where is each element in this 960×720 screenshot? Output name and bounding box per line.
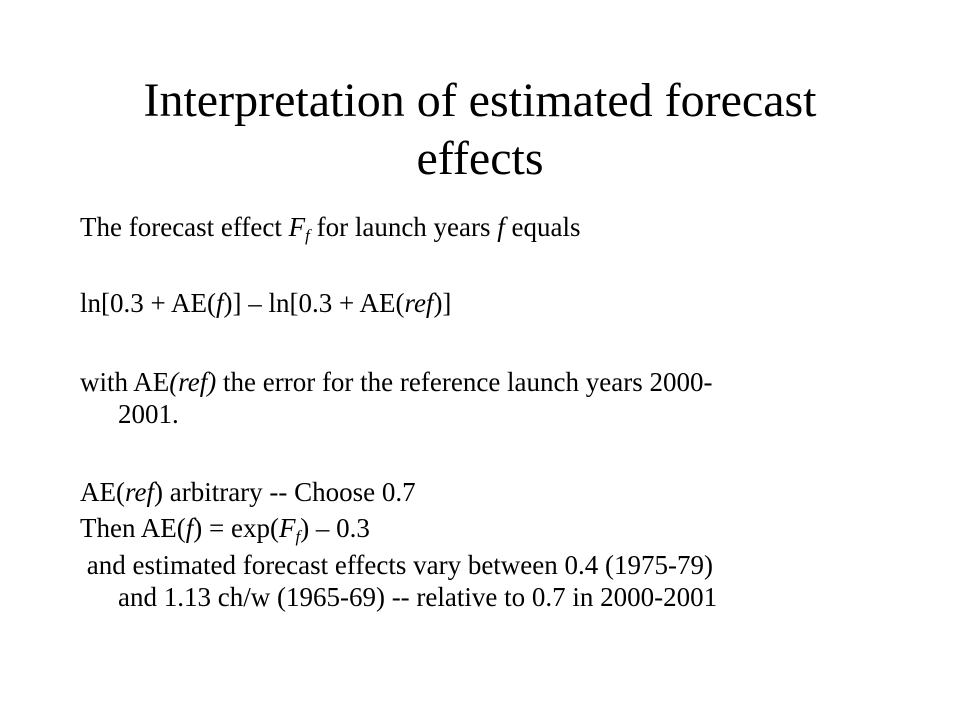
symbol-F: F (288, 212, 306, 242)
subscript-f: f (305, 226, 310, 245)
text-segment: for launch years (309, 212, 498, 242)
text-segment: the error for the reference launch years 2000- (216, 367, 713, 397)
symbol-ref: (ref) (169, 367, 217, 397)
symbol-f: f (215, 288, 224, 318)
text-segment: ) – 0.3 (300, 513, 370, 543)
text-segment: equals (504, 212, 581, 242)
symbol-f: f (497, 212, 505, 242)
symbol-f: f (185, 513, 194, 543)
text-segment: and estimated forecast effects vary between 0.4 (1975-79) (80, 550, 713, 580)
subscript-f: f (295, 527, 301, 546)
slide-title (60, 72, 900, 188)
bullet-ref-definition (80, 366, 712, 398)
formula-line (80, 287, 451, 319)
title-line-2: effects (416, 132, 544, 185)
text-segment: )] (433, 288, 452, 318)
text-segment: with AE (80, 367, 170, 397)
text-segment: )] – ln[0.3 + AE( (223, 288, 405, 318)
bullet-ref-arbitrary (80, 476, 416, 508)
text-segment: ln[0.3 + AE( (80, 288, 216, 318)
title-line-1: Interpretation of estimated forecast (143, 74, 817, 127)
text-segment: Then AE( (80, 513, 186, 543)
bullet-ref-definition-cont (80, 398, 179, 430)
bullet-effects-range (80, 549, 713, 581)
text-segment: 2001. (118, 399, 179, 429)
bullet-forecast-effect (80, 211, 581, 243)
symbol-ref: ref (404, 288, 434, 318)
bullet-ae-formula (80, 512, 370, 544)
text-segment: ) arbitrary -- Choose 0.7 (153, 477, 416, 507)
symbol-ref: ref (124, 477, 154, 507)
bullet-effects-range-cont (80, 581, 717, 613)
text-segment: ) = exp( (193, 513, 279, 543)
text-segment: and 1.13 ch/w (1965-69) -- relative to 0.7 in 2000-2001 (118, 582, 718, 612)
text-segment: AE( (80, 477, 125, 507)
symbol-F: F (278, 513, 296, 543)
text-segment: The forecast effect (80, 212, 289, 242)
